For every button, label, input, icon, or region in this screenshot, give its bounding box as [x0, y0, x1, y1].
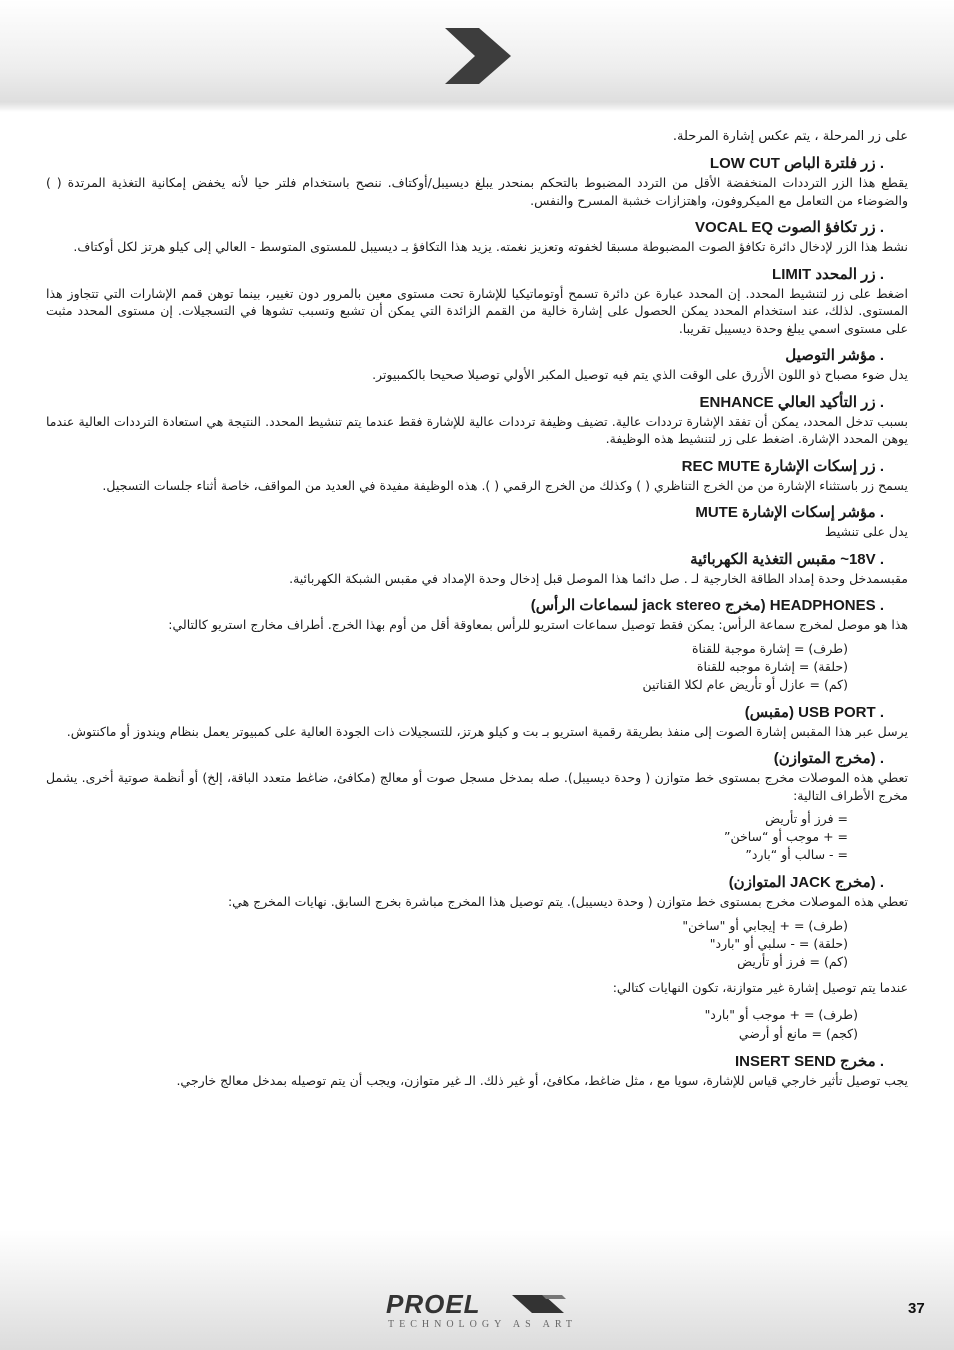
manual-section	[46, 265, 908, 338]
page-number: 37	[908, 1300, 925, 1317]
manual-section	[46, 346, 908, 384]
manual-section	[46, 393, 908, 448]
section-paragraph: يرسل عبر هذا المقبس إشارة الصوت إلى منفذ بطريقة رقمية استريو بـ بت و كيلو هرتز، للتسجيلات ذات الجودة العالية على كمبيوتر يعمل بنظام ويندوز أو ماكنتوش.	[66, 723, 908, 739]
section-title: . (مخرج JACK المتوازن)	[728, 874, 884, 891]
manual-section	[46, 457, 908, 495]
section-title: . زر التأكيد العالي ENHANCE	[699, 393, 884, 411]
section-paragraph: يجب توصيل تأثير خارجي قياس للإشارة، سويا مع ، مثل ضاغط، مكافئ، أو غير ذلك. الـ غير متوازن، ويجب أن يتم توصيله بمدخل معالج خارجي.	[176, 1072, 908, 1088]
section-paragraph: هذا هو موصل لمخرج سماعة الرأس: يمكن فقط توصيل سماعات استريو للرأس بمعاوقة أقل من أوم بهذا الخرج. أطراف مخارج استريو كالتالي:	[168, 617, 908, 632]
terminal-list	[46, 917, 848, 971]
list-item: (طرف) = + إيجابي أو "ساخن"	[682, 917, 848, 933]
section-title: . 18V~ مقبس التغذية الكهربائية	[690, 550, 884, 568]
section-paragraph: يدل على تنشيط	[824, 524, 908, 539]
proel-logo	[386, 1289, 578, 1334]
manual-section	[46, 749, 908, 864]
header-band	[0, 0, 954, 112]
manual-section	[46, 596, 908, 694]
list-item: (كم) = عازل أو تأريض عام لكلا القناتين	[642, 676, 848, 692]
section-title: . مؤشر التوصيل	[785, 347, 884, 364]
intro-line: على زر المرحلة ، يتم عكس إشارة المرحلة.	[672, 129, 908, 144]
manual-section	[46, 1052, 908, 1090]
list-item: = فرز أو تأريض	[765, 811, 848, 826]
section-title: . HEADPHONES (مخرج jack stereo لسماعات الرأس)	[530, 597, 884, 614]
list-item: (كم) = فرز أو تأريض	[737, 953, 848, 969]
section-title: . مؤشر إسكات الإشارة MUTE	[695, 504, 884, 521]
section-title: . USB PORT (مقبس)	[744, 703, 884, 721]
manual-section	[46, 703, 908, 741]
manual-section	[46, 550, 908, 588]
section-title: . (مخرج المتوازن)	[773, 750, 884, 767]
terminal-list-unbalanced	[46, 1005, 858, 1043]
manual-section	[46, 503, 908, 541]
terminal-list	[46, 640, 848, 694]
list-item: (طرف) = + موجب أو "بارد"	[704, 1006, 858, 1022]
list-item: (طرف) = إشارة موجبة للقناة	[691, 640, 848, 656]
manual-content	[46, 128, 908, 1098]
section-note: عندما يتم توصيل إشارة غير متوازنة، تكون النهايات كتالي:	[612, 979, 908, 995]
manual-section	[46, 154, 908, 209]
section-paragraph: تعطي هذه الموصلات مخرج بمستوى خط متوازن ( وحدة ديسيبل). يتم توصيل هذا المخرج مباشرة بخرج السابق. نهايات المخرج هي:	[227, 894, 908, 909]
section-paragraph: نشط هذا الزر لإدخال دائرة تكافؤ الصوت المضبوطة مسبقا لخفوته وتعزيز نغمته. يزيد هذا التكافؤ بـ ديسيبل للمستوى المتوسط - العالي إلى كيلو هرتز لكل أوكتاف.	[73, 239, 908, 254]
section-title: . مخرج INSERT SEND	[734, 1052, 884, 1070]
brand-tagline: TECHNOLOGY AS ART	[388, 1319, 578, 1330]
section-paragraph: يسمح زر باستثناء الإشارة من من الخرج التناظري ( ) وكذلك من الخرج الرقمي ( ). هذه الوظيفة مفيدة في العديد من المواقف، خاصة أثناء جلسات التسجيل.	[102, 477, 908, 493]
list-item: (كجم) = مانع أو أرضي	[738, 1025, 858, 1041]
section-paragraph: اضغط على زر لتنشيط المحدد. إن المحدد عبارة عن دائرة تسمح أوتوماتيكيا للإشارة تحت مستوى معين بالمرور دون تغيير، بينما توهن قمم الإشارات التي تتجاوز هذا المستوى. لذلك، عند استخدام المحدد يمكن الحصول على إشارة خالية من القمم الزائدة التي يمكن أن تشبع وتسبب تشوها في التسجيلات. إن مستوى المحدد مثبت على مستوى اسمي يبلغ وحدة ديسيبل تقريبا.	[46, 285, 908, 336]
section-title: . زر فلترة الباص LOW CUT	[709, 155, 884, 172]
section-paragraph: مقبسمدخل وحدة إمداد الطاقة الخارجية لـ . صل دائما هذا الموصل قبل إدخال وحدة الإمداد في مقبس الشبكة الكهربائية.	[289, 570, 908, 586]
manual-section	[46, 218, 908, 256]
list-item: = + موجب أو “ساخن”	[724, 829, 848, 844]
section-title: . زر المحدد LIMIT	[772, 265, 884, 283]
section-title: . زر إسكات الإشارة REC MUTE	[681, 457, 884, 475]
section-paragraph: بسبب تدخل المحدد، يمكن أن تفقد الإشارة ترددات عالية. تضيف وظيفة ترددات عالية للإشارة فقط عندما يتم تنشيط المحدد. النتيجة هي استعادة الترددات العالية عندما يوهن المحدد الإشارة. اضغط على زر لتنشيط هذه الوظيفة.	[46, 413, 908, 446]
list-item: (حلقة) = - سلبي أو "بارد"	[709, 935, 848, 951]
chevron-arrow-icon	[445, 28, 511, 84]
list-item: (حلقة) = إشارة موجبه للقناة	[696, 658, 848, 674]
list-item: = - سالب أو “بارد”	[745, 847, 848, 862]
sections-list	[46, 154, 908, 1089]
terminal-list	[46, 810, 848, 864]
logo-mark-icon	[512, 1293, 566, 1315]
section-paragraph: يقطع هذا الزر الترددات المنخفضة الأقل من التردد المضبوط بالتحكم بمنحدر يبلغ ديسيبل/أوكتاف. ننصح باستخدام فلتر حيا لأنه يخفض إمكانية التغذية المرتدة ( ) والضوضاء من التعامل مع الميكروفون، واهتزازات خشبة المسرح والنفس.	[46, 175, 908, 208]
brand-name: PROEL	[386, 1289, 481, 1319]
section-paragraph: تعطي هذه الموصلات مخرج بمستوى خط متوازن ( وحدة ديسيبل). صله بمدخل مسجل صوت أو معالج (مكافئ، ضاغط متعدد الباقة، إلخ) أو أنظمة صوتية أخرى. يشمل مخرج الأطراف التالية:	[46, 770, 908, 803]
section-title: . زر تكافؤ الصوت VOCAL EQ	[695, 219, 884, 236]
section-paragraph: يدل ضوء مصباح ذو اللون الأزرق على الوقت الذي يتم فيه توصيل المكبر الأولي توصيلا صحيحا بالكمبيوتر.	[372, 367, 908, 382]
manual-section	[46, 873, 908, 1043]
